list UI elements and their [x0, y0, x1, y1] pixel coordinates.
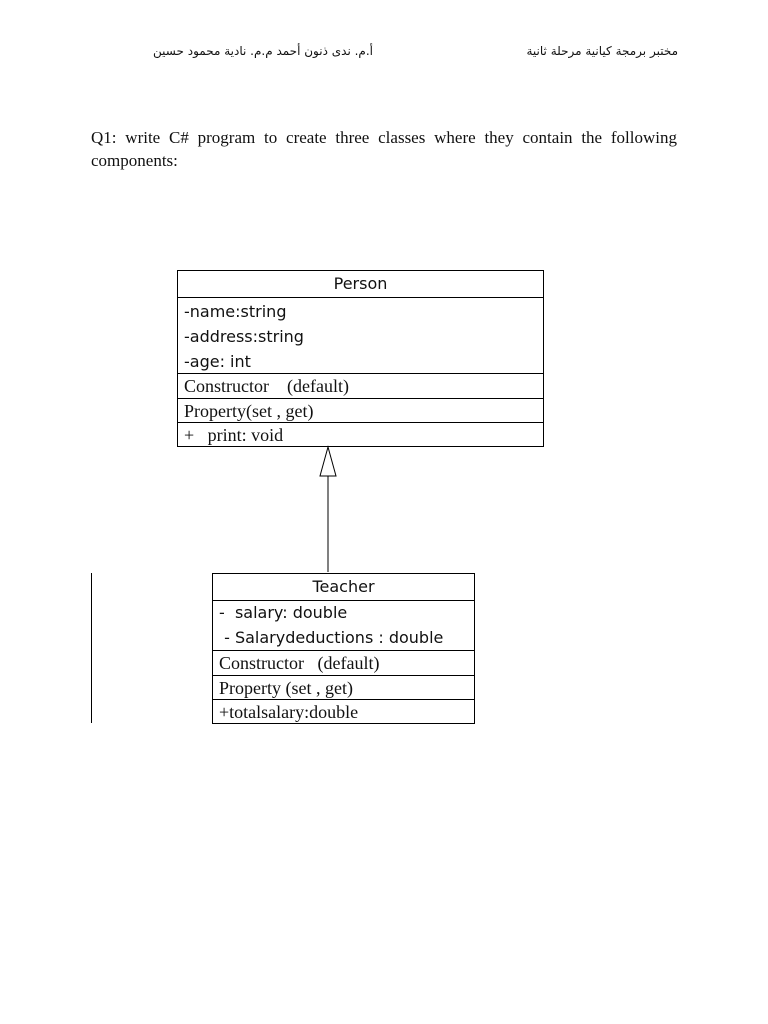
header-right-text: مختبر برمجة كيانية مرحلة ثانية	[526, 44, 678, 58]
margin-line	[91, 573, 92, 723]
teacher-constructor: Constructor (default)	[213, 651, 474, 676]
teacher-method: +totalsalary:double	[219, 702, 359, 722]
teacher-property: Property (set , get)	[213, 676, 474, 701]
question-text: Q1: write C# program to create three classes where they contain the following components:	[91, 128, 677, 170]
person-attribute: -age: int	[184, 352, 251, 371]
person-attribute: -name:string	[184, 302, 287, 321]
inheritance-arrowhead	[320, 447, 336, 476]
teacher-attribute: - salary: double	[219, 603, 348, 622]
person-property: Property(set , get)	[178, 399, 543, 424]
teacher-class-title: Teacher	[213, 574, 474, 601]
teacher-attributes	[213, 601, 474, 651]
teacher-class-box	[212, 573, 475, 724]
header-left-text: أ.م. ندى ذنون أحمد م.م. نادية محمود حسين	[153, 44, 373, 58]
person-method: + print: void	[184, 425, 284, 445]
teacher-attribute: - Salarydeductions : double	[219, 627, 444, 647]
person-attribute: -address:string	[184, 327, 304, 346]
person-class-title: Person	[178, 271, 543, 298]
person-constructor: Constructor (default)	[178, 374, 543, 399]
